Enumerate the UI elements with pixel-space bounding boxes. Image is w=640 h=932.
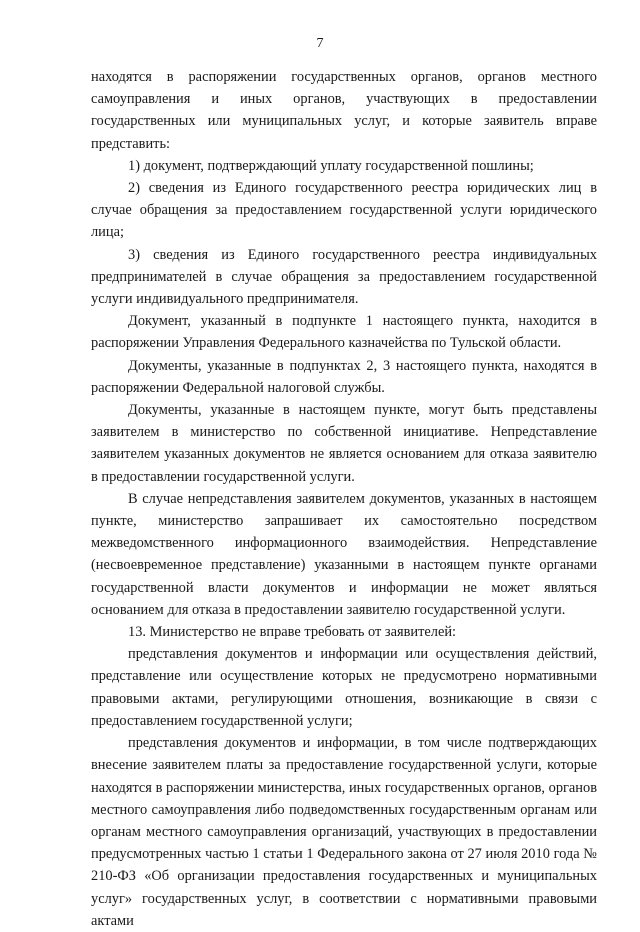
- paragraph: Документы, указанные в настоящем пункте, могут быть представлены заявителем в министерство по собственной инициативе. Непредставление заявителем указанных документов не является основанием для отказа заявителю в предоставлении государственной услуги.: [91, 402, 597, 485]
- list-item-2: 2) сведения из Единого государственного реестра юридических лиц в случае обращения за предоставлением государственной услуги юридического лица;: [91, 180, 597, 241]
- paragraph: представления документов и информации, в том числе подтверждающих внесение заявителем платы за предоставление государственной услуги, которые находятся в распоряжении министерства, иных государственных органов, органов местного самоуправления либо подведомственных государственным органам или органам местного самоуправления организаций, участвующих в предоставлении предусмотренных частью 1 статьи 1 Федерального закона от 27 июля 2010 года № 210-ФЗ «Об организации предоставления государственных и муниципальных услуг» государственных услуг, в соответствии с нормативными правовыми актами: [91, 735, 597, 929]
- page-number: 7: [316, 36, 324, 51]
- list-item-1: 1) документ, подтверждающий уплату государственной пошлины;: [128, 157, 534, 174]
- list-item-3: 3) сведения из Единого государственного реестра индивидуальных предпринимателей в случае обращения за предоставлением государственной услуги индивидуального предпринимателя.: [91, 246, 597, 308]
- section-heading-13: 13. Министерство не вправе требовать от заявителей:: [128, 624, 457, 641]
- paragraph: В случае непредставления заявителем документов, указанных в настоящем пункте, министерство запрашивает их самостоятельно посредством межведомственного информационного взаимодействия. Непредставление (несвоевременное представление) указанными в настоящем пункте органами государственной власти документов и информации не может являться основанием для отказа в предоставлении заявителю государственной услуги.: [91, 490, 597, 618]
- paragraph: представления документов и информации или осуществления действий, представление или осуществление которых не предусмотрено нормативными правовыми актами, регулирующими отношения, возникающие в связи с предоставлением государственной услуги;: [91, 646, 597, 729]
- paragraph-continuation: находятся в распоряжении государственных органов, органов местного самоуправления и иных органов, участвующих в предоставлении государственных или муниципальных услуг, и которые заявитель вправе представить:: [91, 69, 597, 152]
- paragraph: Документы, указанные в подпунктах 2, 3 настоящего пункта, находятся в распоряжении Федеральной налоговой службы.: [91, 357, 597, 396]
- document-body: [91, 66, 597, 932]
- paragraph: Документ, указанный в подпункте 1 настоящего пункта, находится в распоряжении Управления Федерального казначейства по Тульской области.: [91, 313, 597, 352]
